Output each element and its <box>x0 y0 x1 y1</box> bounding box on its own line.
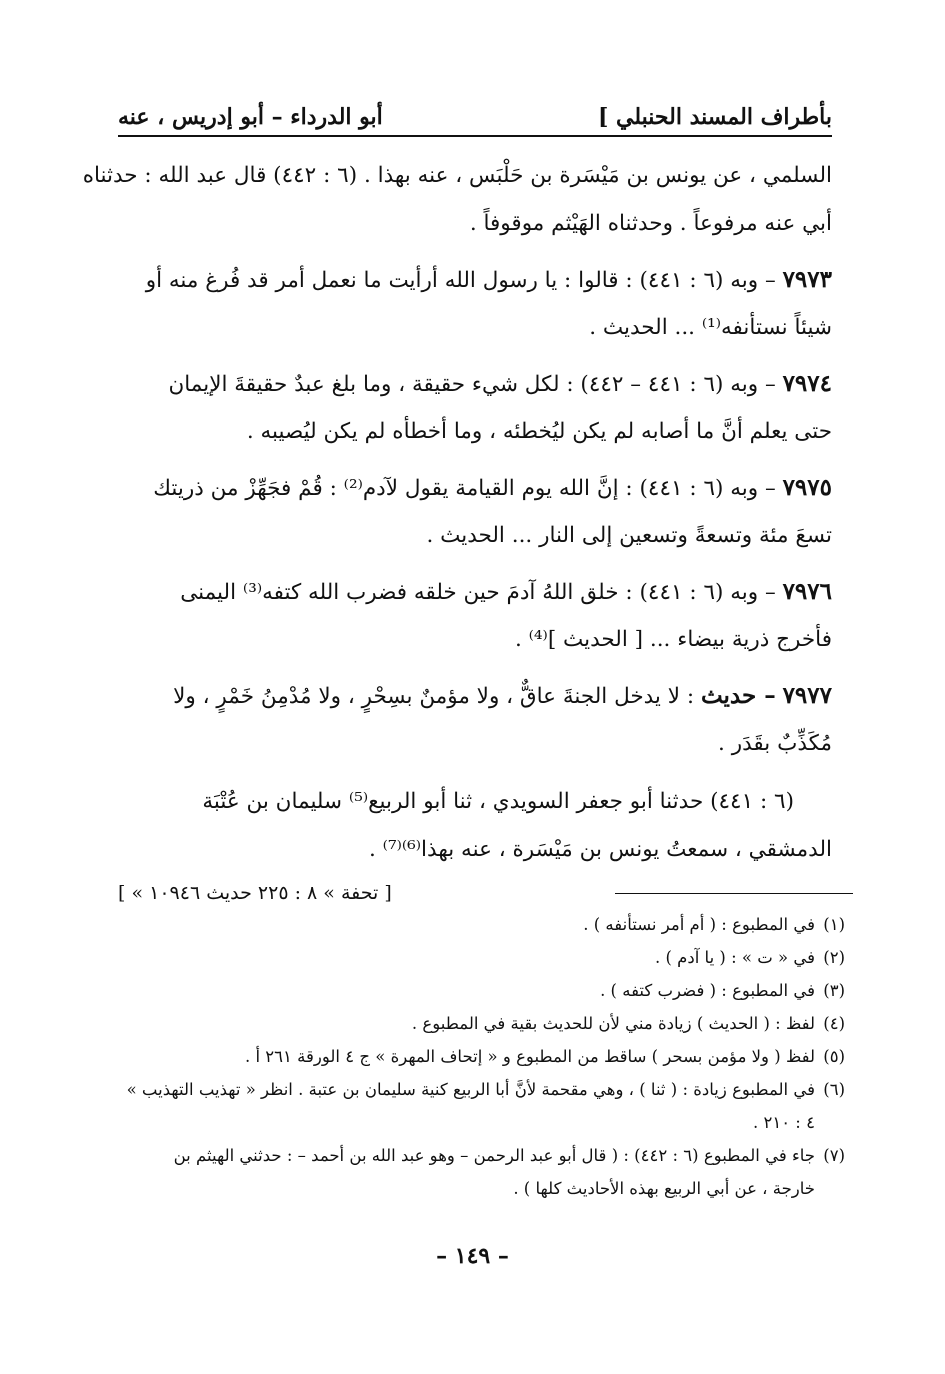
tuhfa-reference: [ « تحفة » ٨ : ٢٢٥ حديث ١٠٩٤٦ ] <box>118 882 392 904</box>
header-rule <box>118 135 832 137</box>
intro-line: أبي عنه مرفوعاً . وحدثناه الهَيْثم موقوفاً . <box>469 211 832 236</box>
hadith-entry-7975 <box>118 464 832 512</box>
footnotes <box>108 908 845 1205</box>
hadith-number: ٧٩٧٣ <box>782 266 832 293</box>
footnote <box>108 1007 845 1040</box>
running-header <box>118 88 832 132</box>
footnote-number: (٥) <box>823 1047 845 1066</box>
footnote-number: (٦) <box>823 1080 845 1099</box>
main-text <box>82 152 832 912</box>
footnote-text: في المطبوع : ( فضرب كتفه ) . <box>600 981 815 1000</box>
footnote <box>108 974 845 1007</box>
footnote <box>108 908 845 941</box>
hadith-entry-7973 <box>118 256 832 304</box>
hadith-text-continued: شيئاً نستأنفه⁽¹⁾ ... الحديث . <box>589 315 832 340</box>
footnote-continued: خارجة ، عن أبي الربيع بهذه الأحاديث كلها ) . <box>513 1179 815 1198</box>
hadith-text: – وبه (٦ : ٤٤١) : إنَّ الله يوم القيامة يقول لآدم⁽²⁾ : قُمْ فجَهِّزْ من ذريتك <box>153 476 776 501</box>
footnote-number: (٧) <box>823 1146 845 1165</box>
footnote-text: في المطبوع زيادة : ( ثنا ) ، وهي مقحمة لأنَّ أبا الربيع كنية سليمان بن عتبة . انظر « تهذيب التهذيب » <box>126 1080 815 1099</box>
footnote-continued: ٤ : ٢١٠ . <box>752 1113 815 1132</box>
isnad-line: الدمشقي ، سمعتُ يونس بن مَيْسَرة ، عنه بهذا⁽⁶⁾⁽⁷⁾ . <box>369 837 832 862</box>
hadith-text-continued: تسعَ مئة وتسعةً وتسعين إلى النار ... الحديث . <box>426 523 832 548</box>
footnote <box>108 941 845 974</box>
header-section-title: أبو الدرداء – أبو إدريس ، عنه <box>118 104 383 130</box>
footnote-text: لفظ : ( الحديث ) زيادة مني لأن للحديث بقية في المطبوع . <box>411 1014 815 1033</box>
footnote-rule <box>615 893 853 894</box>
footnote-number: (٢) <box>823 948 845 967</box>
hadith-number: ٧٩٧٥ <box>782 474 832 501</box>
hadith-number: ٧٩٧٤ <box>782 370 832 397</box>
hadith-text-continued: حتى يعلم أنَّ ما أصابه لم يكن ليُخطئه ، وما أخطأه لم يكن ليُصيبه . <box>246 419 832 444</box>
footnote-text: في المطبوع : ( أم أمر نستأنفه ) . <box>583 915 815 934</box>
footnote-text: لفظ ( ولا مؤمن بسحر ) ساقط من المطبوع و « إتحاف المهرة » ج ٤ الورقة ٢٦١ أ . <box>244 1047 815 1066</box>
hadith-text: – وبه (٦ : ٤٤١) : قالوا : يا رسول الله أرأيت ما نعمل أمر قد فُرغ منه أو <box>145 268 776 293</box>
header-book-title: بأطراف المسند الحنبلي ] <box>597 104 832 130</box>
hadith-entry-7977 <box>118 672 832 720</box>
footnote-text: جاء في المطبوع (٦ : ٤٤٢) : ( قال أبو عبد الرحمن – وهو عبد الله بن أحمد – : حدثني الهيثم بن <box>173 1146 815 1165</box>
intro-line: السلمي ، عن يونس بن مَيْسَرة بن حَلْبَس ، عنه بهذا . (٦ : ٤٤٢) قال عبد الله : حدثناه <box>82 163 832 188</box>
hadith-text: – وبه (٦ : ٤٤١) : خلق اللهُ آدمَ حين خلقه فضرب الله كتفه⁽³⁾ اليمنى <box>180 580 776 605</box>
footnote-number: (١) <box>823 915 845 934</box>
page-number: – ١٤٩ – <box>436 1243 509 1269</box>
footnote-number: (٣) <box>823 981 845 1000</box>
hadith-number: ٧٩٧٦ <box>782 578 832 605</box>
hadith-text-continued: فأخرج ذرية بيضاء ... [ الحديث ]⁽⁴⁾ . <box>514 627 832 652</box>
hadith-text: – وبه (٦ : ٤٤١ – ٤٤٢) : لكل شيء حقيقة ، وما بلغ عبدٌ حقيقةَ الإيمان <box>168 372 776 397</box>
footnote <box>108 1139 845 1172</box>
hadith-text-continued: مُكَذِّبٌ بقَدَر . <box>718 731 832 756</box>
footnote-number: (٤) <box>823 1014 845 1033</box>
footnote <box>108 1040 845 1073</box>
footnote <box>108 1073 845 1106</box>
footnote-text: في « ت » : ( يا آدم ) . <box>654 948 815 967</box>
hadith-entry-7974 <box>118 360 832 408</box>
hadith-entry-7976 <box>118 568 832 616</box>
hadith-text: : لا يدخل الجنةَ عاقٌّ ، ولا مؤمنٌ بسِحْرٍ ، ولا مُدْمِنُ خَمْرٍ ، ولا <box>173 684 695 709</box>
isnad-line: (٦ : ٤٤١) حدثنا أبو جعفر السويدي ، ثنا أبو الربيع⁽⁵⁾ سليمان بن عُتْبَة <box>202 789 794 814</box>
hadith-label: – حديث <box>700 682 776 709</box>
hadith-number: ٧٩٧٧ <box>782 682 832 709</box>
